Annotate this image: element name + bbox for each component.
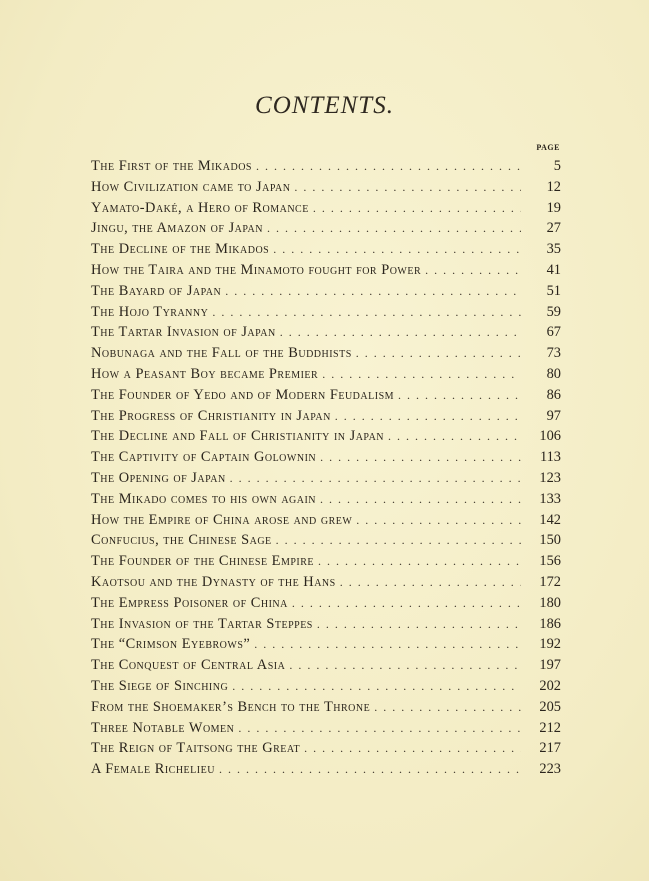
- dot-leader: [425, 260, 521, 281]
- dot-leader: [232, 676, 521, 697]
- entry-page-number: 97: [546, 407, 561, 424]
- entry-title: The Hojo Tyranny: [91, 303, 209, 320]
- contents-entry: [91, 530, 561, 551]
- entry-title: The Reign of Taitsong the Great: [91, 740, 301, 757]
- page-title: CONTENTS.: [255, 92, 394, 119]
- dot-leader: [335, 406, 521, 427]
- contents-entry: [91, 489, 561, 510]
- contents-entry: [91, 260, 561, 281]
- contents-entry: [91, 281, 561, 302]
- entry-page-number: 41: [546, 261, 561, 278]
- entry-title: Confucius, the Chinese Sage: [91, 532, 272, 549]
- contents-entry: [91, 572, 561, 593]
- dot-leader: [212, 302, 521, 323]
- entry-title: The Decline of the Mikados: [91, 241, 270, 258]
- contents-entry: [91, 634, 561, 655]
- contents-entry: [91, 759, 561, 780]
- contents-entry: [91, 322, 561, 343]
- dot-leader: [256, 156, 521, 177]
- contents-entry: [91, 156, 561, 177]
- contents-entry: [91, 218, 561, 239]
- entry-title: Nobunaga and the Fall of the Buddhists: [91, 345, 352, 362]
- entry-page-number: 180: [539, 594, 561, 611]
- entry-page-number: 186: [539, 615, 561, 632]
- dot-leader: [356, 510, 521, 531]
- entry-title: Yamato-Daké, a Hero of Romance: [91, 199, 309, 216]
- dot-leader: [374, 697, 521, 718]
- entry-title: How a Peasant Boy became Premier: [91, 365, 319, 382]
- entry-page-number: 67: [546, 324, 561, 341]
- entry-page-number: 202: [539, 677, 561, 694]
- contents-entry: [91, 177, 561, 198]
- dot-leader: [219, 759, 521, 780]
- page-column-heading: PAGE: [536, 143, 560, 152]
- entry-page-number: 59: [546, 303, 561, 320]
- contents-entry: [91, 302, 561, 323]
- entry-title: How Civilization came to Japan: [91, 178, 291, 195]
- entry-page-number: 223: [539, 761, 561, 778]
- dot-leader: [238, 718, 521, 739]
- entry-title: The Tartar Invasion of Japan: [91, 324, 276, 341]
- contents-entry: [91, 426, 561, 447]
- dot-leader: [280, 322, 521, 343]
- dot-leader: [320, 489, 521, 510]
- entry-title: From the Shoemaker’s Bench to the Throne: [91, 698, 371, 715]
- dot-leader: [225, 281, 521, 302]
- entry-page-number: 35: [546, 241, 561, 258]
- entry-page-number: 80: [546, 365, 561, 382]
- dot-leader: [356, 343, 521, 364]
- contents-entry: [91, 343, 561, 364]
- entry-title: The Captivity of Captain Golownin: [91, 449, 317, 466]
- contents-entry: [91, 738, 561, 759]
- entry-page-number: 156: [539, 553, 561, 570]
- entry-title: The Conquest of Central Asia: [91, 657, 286, 674]
- dot-leader: [398, 385, 521, 406]
- contents-entry: [91, 697, 561, 718]
- entry-page-number: 197: [539, 657, 561, 674]
- dot-leader: [313, 198, 521, 219]
- entry-title: A Female Richelieu: [91, 761, 215, 778]
- contents-entry: [91, 468, 561, 489]
- contents-entry: [91, 447, 561, 468]
- entry-page-number: 150: [539, 532, 561, 549]
- entry-page-number: 192: [539, 636, 561, 653]
- dot-leader: [304, 738, 521, 759]
- entry-page-number: 106: [539, 428, 561, 445]
- entry-page-number: 142: [539, 511, 561, 528]
- entry-page-number: 86: [546, 386, 561, 403]
- entry-title: The Founder of the Chinese Empire: [91, 553, 315, 570]
- dot-leader: [276, 530, 521, 551]
- entry-title: The Opening of Japan: [91, 469, 226, 486]
- contents-entry: [91, 198, 561, 219]
- contents-entry: [91, 364, 561, 385]
- entry-page-number: 212: [539, 719, 561, 736]
- entry-title: How the Taira and the Minamoto fought for Power: [91, 261, 422, 278]
- contents-entry: [91, 551, 561, 572]
- contents-entry: [91, 614, 561, 635]
- dot-leader: [267, 218, 521, 239]
- entry-page-number: 5: [553, 158, 561, 174]
- contents-entry: [91, 510, 561, 531]
- entry-title: The First of the Mikados: [91, 158, 252, 174]
- entry-title: The Invasion of the Tartar Steppes: [91, 615, 313, 632]
- entry-title: The Siege of Sinching: [91, 677, 229, 694]
- contents-entry: [91, 385, 561, 406]
- contents-entry: [91, 676, 561, 697]
- entry-page-number: 73: [546, 345, 561, 362]
- entry-page-number: 51: [546, 282, 561, 299]
- dot-leader: [292, 593, 521, 614]
- entry-title: The “Crimson Eyebrows”: [91, 636, 251, 653]
- dot-leader: [317, 614, 521, 635]
- dot-leader: [322, 364, 521, 385]
- entry-page-number: 123: [539, 469, 561, 486]
- entry-page-number: 133: [539, 490, 561, 507]
- contents-entry: [91, 718, 561, 739]
- entry-title: Three Notable Women: [91, 719, 235, 736]
- entry-page-number: 113: [539, 449, 561, 466]
- entry-page-number: 205: [539, 698, 561, 715]
- entry-page-number: 217: [539, 740, 561, 757]
- contents-list: [91, 156, 561, 780]
- contents-entry: [91, 239, 561, 260]
- entry-page-number: 19: [546, 199, 561, 216]
- entry-title: The Empress Poisoner of China: [91, 594, 288, 611]
- entry-page-number: 172: [539, 573, 561, 590]
- entry-title: The Decline and Fall of Christianity in Japan: [91, 428, 385, 445]
- contents-entry: [91, 593, 561, 614]
- entry-page-number: 27: [546, 220, 561, 237]
- contents-entry: [91, 655, 561, 676]
- entry-title: The Progress of Christianity in Japan: [91, 407, 331, 424]
- entry-title: The Founder of Yedo and of Modern Feudalism: [91, 386, 395, 403]
- dot-leader: [340, 572, 521, 593]
- dot-leader: [388, 426, 521, 447]
- dot-leader: [318, 551, 521, 572]
- entry-title: How the Empire of China arose and grew: [91, 511, 353, 528]
- entry-title: The Mikado comes to his own again: [91, 490, 317, 507]
- entry-title: Kaotsou and the Dynasty of the Hans: [91, 573, 336, 590]
- dot-leader: [289, 655, 521, 676]
- entry-title: Jingu, the Amazon of Japan: [91, 220, 263, 237]
- dot-leader: [254, 634, 521, 655]
- dot-leader: [230, 468, 521, 489]
- dot-leader: [320, 447, 521, 468]
- contents-entry: [91, 406, 561, 427]
- dot-leader: [273, 239, 521, 260]
- entry-page-number: 12: [546, 178, 561, 195]
- entry-title: The Bayard of Japan: [91, 282, 222, 299]
- dot-leader: [294, 177, 521, 198]
